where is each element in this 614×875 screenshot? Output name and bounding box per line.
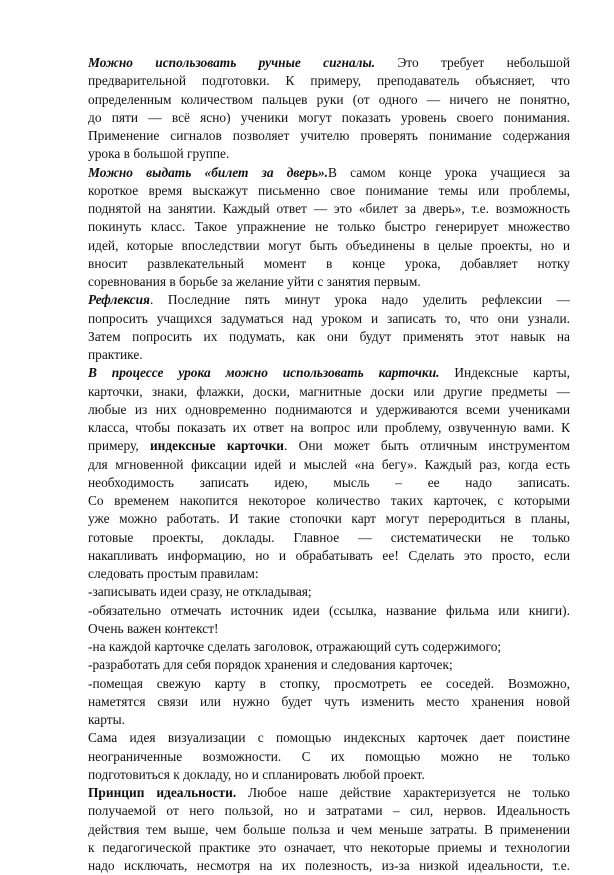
text-run: следовать простым правилам:: [88, 566, 259, 581]
text-run: до пяти — всё ясно) ученики могут показать уровень своего понимания.: [88, 109, 570, 125]
text-run: неограниченные возможности. С их помощью можно не только: [88, 748, 570, 764]
text-run: практике.: [88, 347, 143, 362]
text-run: надо исключать, несмотря на их полезность, из-за низкой идеальности, т.е.: [88, 858, 570, 873]
emphasized-text: индексные карточки: [149, 438, 285, 454]
text-line: [88, 419, 570, 437]
text-line: [88, 821, 570, 839]
text-run: поднятой на занятии. Каждый ответ — это «билет за дверь», т.е. возможность: [88, 201, 570, 216]
text-line: [88, 346, 570, 364]
text-line: [88, 401, 570, 419]
text-line: [88, 328, 570, 346]
text-line: [88, 310, 570, 328]
text-run: -обязательно отмечать источник идеи (ссылка, название фильма или книги).: [88, 602, 570, 618]
text-run: -записывать идеи сразу, не откладывая;: [88, 584, 312, 600]
text-run: В самом конце урока учащиеся за: [328, 164, 570, 180]
text-line: [88, 638, 570, 656]
text-run: -разработать для себя порядок хранения и следования карточек;: [88, 657, 453, 673]
text-run: подготовиться к докладу, но и спланировать любой проект.: [88, 766, 425, 782]
text-line: [88, 620, 570, 638]
text-line: [88, 693, 570, 711]
text-line: [88, 547, 570, 565]
text-run: определенным количеством пальцев руки (от одного — ничего не понятно,: [88, 91, 570, 107]
text-run: -помещая свежую карту в стопку, просмотреть ее соседей. Возможно,: [88, 675, 570, 691]
text-line: [88, 748, 570, 766]
text-line: [88, 729, 570, 747]
text-line: [88, 182, 570, 200]
text-run: Затем попросить их подумать, как они будут применять этот навык на: [88, 328, 570, 344]
text-line: [88, 656, 570, 674]
text-run: . Они может быть отличным инструментом: [284, 438, 570, 454]
text-line: [88, 72, 570, 90]
text-line: [88, 675, 570, 693]
text-line: [88, 565, 570, 583]
text-line: [88, 218, 570, 236]
text-line: [88, 383, 570, 401]
text-run: Это требует небольшой: [375, 55, 570, 70]
emphasized-text: Принцип идеальности.: [88, 785, 237, 800]
text-line: [88, 291, 570, 309]
text-line: [88, 711, 570, 729]
text-line: [88, 237, 570, 255]
text-run: Индексные карты,: [439, 365, 570, 381]
text-line: [88, 857, 570, 875]
text-run: класса, чтобы показать их ответ на вопрос или проблему, озвученную вами. К: [88, 420, 570, 435]
text-run: предварительной подготовки. К примеру, преподаватель объясняет, что: [88, 73, 570, 89]
text-line: [88, 583, 570, 601]
emphasized-text: Рефлексия: [88, 292, 150, 308]
text-run: получаемой от него пользой, но и затратами – сил, нервов. Идеальность: [88, 803, 570, 819]
text-line: [88, 127, 570, 145]
emphasized-text: Можно использовать ручные сигналы.: [88, 55, 376, 70]
text-line: [88, 91, 570, 109]
text-line: [88, 510, 570, 528]
emphasized-text: В процессе урока можно использовать карточки.: [88, 365, 440, 381]
text-run: короткое время выскажут письменно свое понимание темы или проблемы,: [88, 182, 570, 198]
text-line: [88, 145, 570, 163]
text-run: идей, которые впоследствии могут быть объединены в целые проекты, но и: [88, 237, 570, 253]
text-line: [88, 602, 570, 620]
text-run: Очень важен контекст!: [88, 620, 219, 636]
text-run: примеру,: [88, 438, 150, 454]
text-line: [88, 200, 570, 218]
text-line: [88, 164, 570, 182]
text-run: соревнования в борьбе за желание уйти с занятия первым.: [88, 274, 421, 289]
text-run: действия тем выше, чем больше польза и чем меньше затраты. В применении: [88, 821, 570, 837]
text-run: накапливать информацию, но и обрабатывать ее! Сделать это просто, если: [88, 547, 570, 563]
text-line: [88, 492, 570, 510]
text-run: к педагогической практике это означает, что некоторые приемы и технологии: [88, 839, 570, 855]
text-line: [88, 54, 570, 72]
text-run: покинуть класс. Такое упражнение не только быстро генерирует множество: [88, 219, 570, 235]
text-run: Применение сигналов позволяет учителю проверять понимание содержания: [88, 128, 570, 143]
text-run: Со временем накопится некоторое количество таких карточек, с которыми: [88, 493, 570, 508]
text-run: уже можно работать. И такие стопочки карт могут переродиться в планы,: [88, 511, 570, 527]
text-line: [88, 364, 570, 382]
text-run: готовые проекты, доклады. Главное — систематически не только: [88, 529, 570, 545]
text-line: [88, 456, 570, 474]
text-run: Любое наше действие характеризуется не только: [236, 785, 570, 800]
text-run: любые из них одновременно поднимаются и удерживаются всеми учениками: [88, 401, 570, 417]
text-line: [88, 474, 570, 492]
text-line: [88, 109, 570, 127]
text-line: [88, 766, 570, 784]
text-run: . Последние пять минут урока надо уделить рефлексии —: [149, 292, 570, 308]
text-line: [88, 802, 570, 820]
text-line: [88, 273, 570, 291]
text-line: [88, 839, 570, 857]
text-line: [88, 784, 570, 802]
text-run: необходимость записать идею, мысль – ее надо записать.: [88, 474, 570, 490]
text-line: [88, 255, 570, 273]
text-run: попросить учащихся задуматься над уроком и записать то, что они узнали.: [88, 310, 570, 326]
text-line: [88, 437, 570, 455]
emphasized-text: Можно выдать «билет за дверь».: [88, 164, 328, 180]
text-run: вносит развлекательный момент в конце урока, добавляет нотку: [88, 255, 570, 271]
text-run: карты.: [88, 712, 125, 727]
text-line: [88, 529, 570, 547]
text-run: урока в большой группе.: [88, 146, 230, 162]
text-run: карточки, знаки, флажки, доски, магнитные доски или другие предметы —: [88, 383, 570, 399]
text-run: Сама идея визуализации с помощью индексных карточек дает поистине: [88, 730, 570, 746]
text-run: -на каждой карточке сделать заголовок, отражающий суть содержимого;: [88, 639, 502, 654]
text-run: наметятся связи или нужно будет чуть изменить место хранения новой: [88, 693, 570, 709]
text-run: для мгновенной фиксации идей и мыслей «на бегу». Каждый раз, когда есть: [88, 456, 570, 472]
